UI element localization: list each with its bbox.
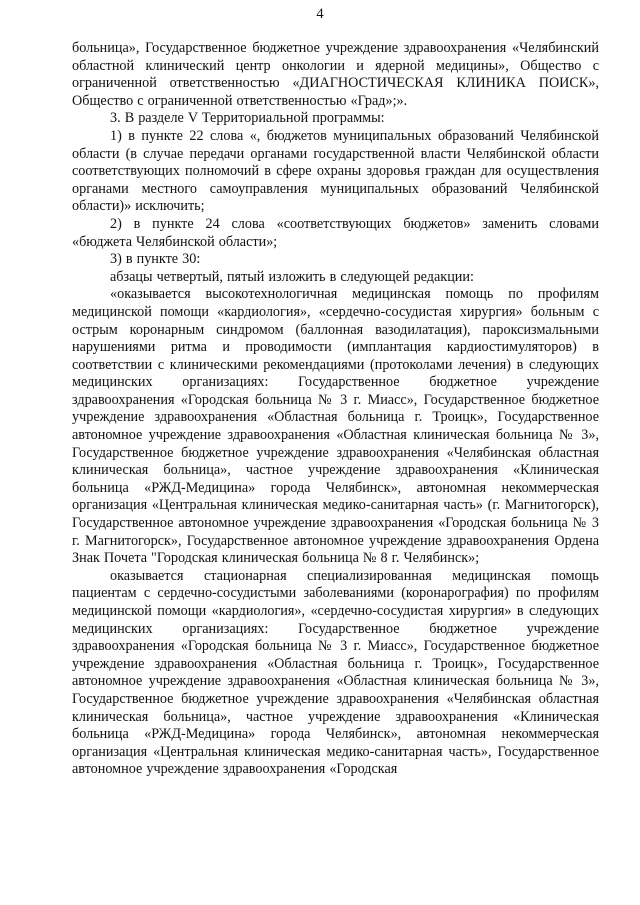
paragraph-item-1: 1) в пункте 22 слова «, бюджетов муниципальных образований Челябинской области (в случае передачи органами государственной власти Челябинской области соответствующих полномочий в сфере охраны здоровья граждан для осуществления органами местного самоуправления муниципальных образований Челябинской области)» исключить;: [72, 127, 599, 215]
paragraph-abzatsy: абзацы четвертый, пятый изложить в следующей редакции:: [110, 268, 474, 285]
document-body: [72, 40, 599, 779]
paragraph-item-3: 3) в пункте 30:: [110, 251, 201, 268]
paragraph-section-5: 3. В разделе V Территориальной программы:: [110, 110, 385, 127]
paragraph-item-2: 2) в пункте 24 слова «соответствующих бюджетов» заменить словами «бюджета Челябинской области»;: [72, 215, 599, 250]
paragraph-specialized-care: оказывается стационарная специализированная медицинская помощь пациентам с сердечно-сосудистыми заболеваниями (коронарография) по профилям медицинской помощи «кардиология», «сердечно-сосудистая хирургия» в следующих медицинских организациях: Государственное бюджетное учреждение здравоохранения «Городская больница № 3 г. Миасс», Государственное бюджетное учреждение здравоохранения «Областная больница г. Троицк», Государственное автономное учреждение здравоохранения «Областная клиническая больница № 3», Государственное бюджетное учреждение здравоохранения «Челябинская областная клиническая больница», частное учреждение здравоохранения «Клиническая больница «РЖД-Медицина» города Челябинск», автономная некоммерческая организация «Центральная клиническая медико-санитарная часть», Государственное автономное учреждение здравоохранения «Городская: [72, 567, 599, 778]
paragraph-continuation: больница», Государственное бюджетное учреждение здравоохранения «Челябинский областной клинический центр онкологии и ядерной медицины», Общество с ограниченной ответственностью «ДИАГНОСТИЧЕСКАЯ КЛИНИКА ПОИСК», Общество с ограниченной ответственностью «Град»;».: [72, 40, 599, 109]
paragraph-high-tech-care: «оказывается высокотехнологичная медицинская помощь по профилям медицинской помощи «кардиология», «сердечно-сосудистая хирургия» больным с острым коронарным синдромом (баллонная вазодилатация), пароксизмальными нарушениями ритма и проводимости (имплантация кардиостимуляторов) в соответствии с клиническими рекомендациями (протоколами лечения) в следующих медицинских организациях: Государственное бюджетное учреждение здравоохранения «Городская больница № 3 г. Миасс», Государственное бюджетное учреждение здравоохранения «Областная больница г. Троицк», Государственное автономное учреждение здравоохранения «Областная клиническая больница № 3», Государственное бюджетное учреждение здравоохранения «Челябинская областная клиническая больница», частное учреждение здравоохранения «Клиническая больница «РЖД-Медицина» города Челябинск», автономная некоммерческая организация «Центральная клиническая медико-санитарная часть» (г. Магнитогорск), Государственное автономное учреждение здравоохранения «Городская больница № 3 г. Магнитогорск», Государственное автономное учреждение здравоохранения Ордена Знак Почета "Городская клиническая больница № 8 г. Челябинск»;: [72, 286, 599, 567]
page-number: 4: [316, 6, 324, 22]
